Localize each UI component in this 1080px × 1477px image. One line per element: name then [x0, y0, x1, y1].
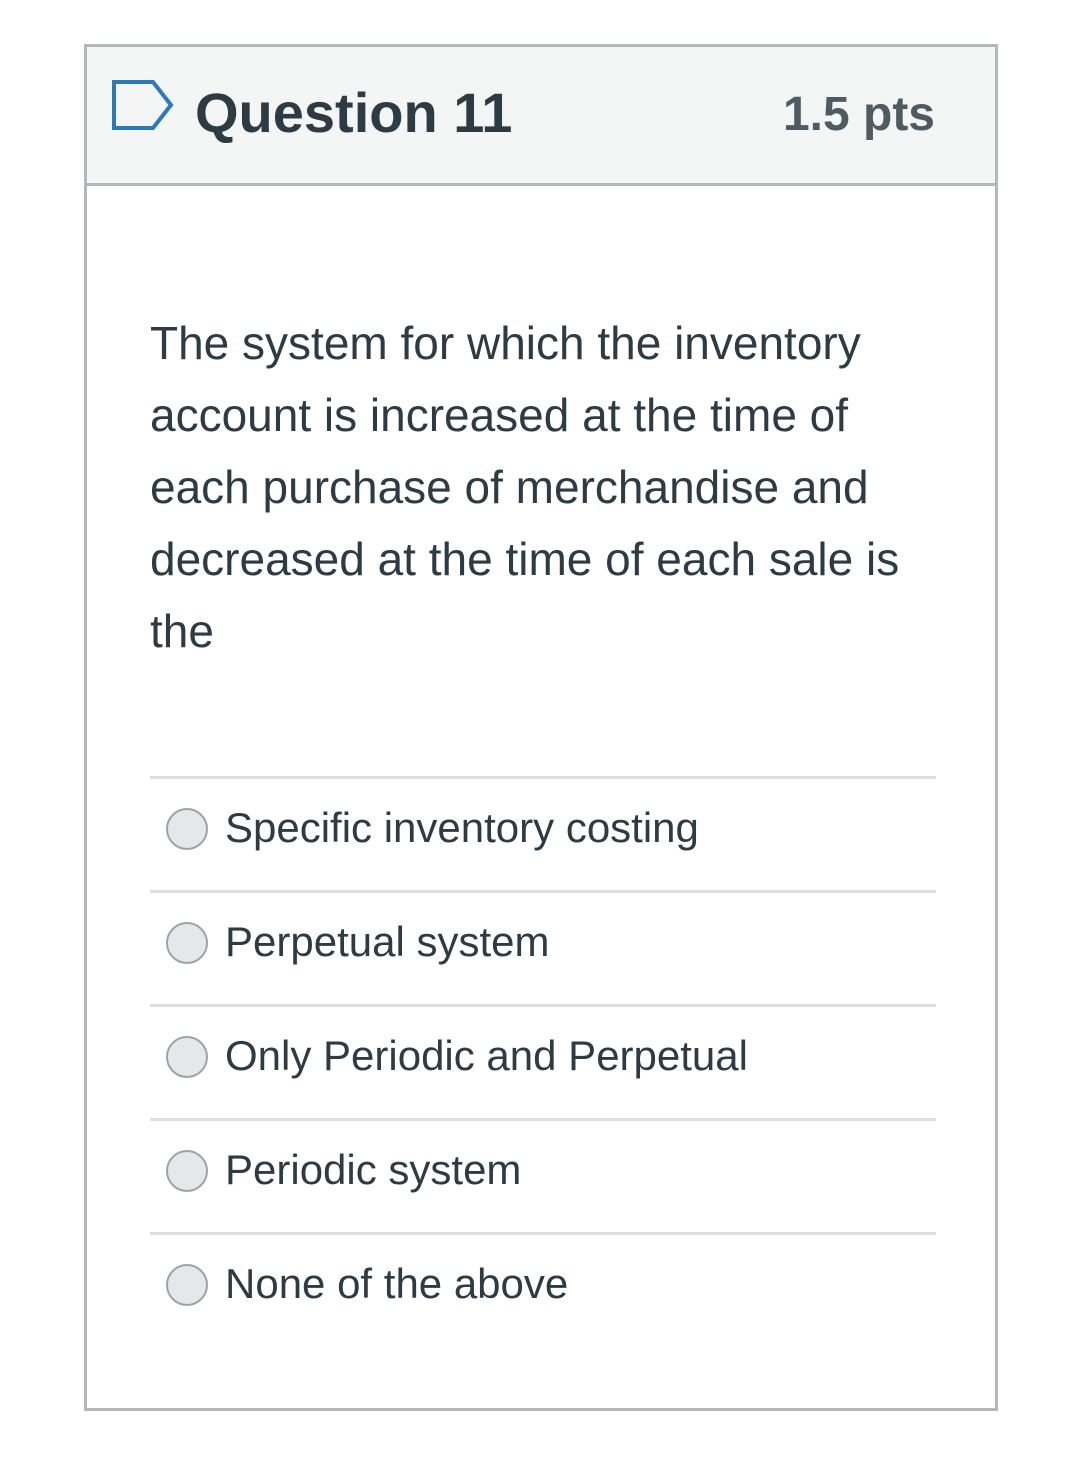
radio-button[interactable]	[166, 1264, 208, 1306]
question-title: Question 11	[195, 81, 513, 144]
radio-button[interactable]	[166, 1150, 208, 1192]
question-points: 1.5 pts	[782, 88, 935, 141]
answer-label[interactable]: Only Periodic and Perpetual	[225, 1032, 748, 1079]
answer-option[interactable]	[150, 776, 936, 890]
answer-option[interactable]	[150, 1118, 936, 1232]
answer-option[interactable]	[150, 890, 936, 1004]
question-card	[84, 44, 998, 1411]
answer-list	[150, 776, 936, 1346]
radio-button[interactable]	[166, 922, 208, 964]
flag-outline-icon[interactable]	[111, 79, 175, 131]
question-header	[87, 47, 995, 186]
answer-option[interactable]	[150, 1004, 936, 1118]
answer-label[interactable]: None of the above	[225, 1260, 569, 1307]
radio-button[interactable]	[166, 808, 208, 850]
radio-button[interactable]	[166, 1036, 208, 1078]
question-text: The system for which the inventory account is increased at the time of each purchase of merchandise and decreased at the time of each sale is the	[150, 317, 900, 657]
answer-label[interactable]: Specific inventory costing	[225, 804, 699, 851]
answer-label[interactable]: Periodic system	[225, 1146, 522, 1193]
answer-label[interactable]: Perpetual system	[225, 918, 550, 965]
answer-option[interactable]	[150, 1232, 936, 1346]
